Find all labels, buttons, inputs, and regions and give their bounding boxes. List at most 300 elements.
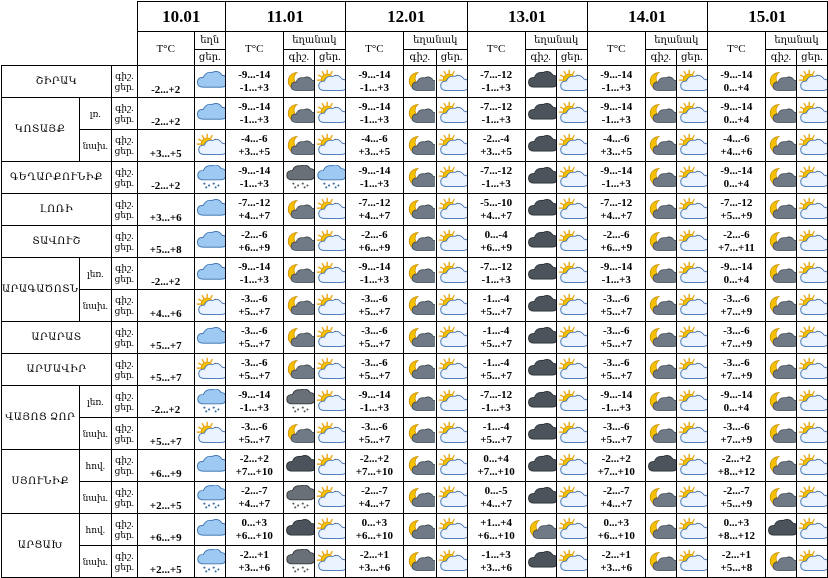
zone-label: նախ. [79,290,111,322]
temp-cell: -2...-4 +3...+5 [467,130,525,162]
temp-cell: -3...-6 +5...+7 [225,322,283,354]
temp-cell: -7...-12 -1...+3 [467,162,525,194]
night-weather-icon [403,258,436,290]
day-header: ցեր. [556,50,587,66]
day-weather-icon [676,258,707,290]
night-weather-icon [525,226,556,258]
period-labels: գիշ. ցեր. [111,354,137,386]
night-weather-icon [403,354,436,386]
night-weather-icon [403,482,436,514]
zone-label: նախ. [79,130,111,162]
night-weather-icon [283,546,314,578]
night-weather-icon [283,66,314,98]
weather-icon [194,450,225,482]
night-weather-icon [645,130,676,162]
temp-cell: +5...+7 [137,322,194,354]
day-weather-icon [556,258,587,290]
temp-header: T°C [137,32,194,66]
region-name: ՇԻՐԱԿ [2,66,112,98]
night-weather-icon [283,450,314,482]
temp-cell: -9...-14 -1...+3 [225,386,283,418]
day-weather-icon [556,514,587,546]
night-weather-icon [525,258,556,290]
period-labels: գիշ. ցեր. [111,226,137,258]
region-name: ԿՈՏԱՅՔ [2,98,80,162]
day-weather-icon [676,226,707,258]
night-weather-icon [283,386,314,418]
date-header: 11.01 [225,2,345,32]
night-weather-icon [765,290,796,322]
weather-icon [194,98,225,130]
date-header: 13.01 [467,2,587,32]
temp-cell: -3...-6 +5...+7 [345,290,403,322]
corner-cell [2,50,138,66]
day-weather-icon [556,386,587,418]
region-name: ԱՐՑԱԽ [2,514,80,578]
day-weather-icon [436,130,467,162]
temp-cell: +6...+9 [137,450,194,482]
night-weather-icon [765,482,796,514]
day-weather-icon [796,514,827,546]
temp-cell: -2...-7 +4...+7 [345,482,403,514]
period-labels: գիշ. ցեր. [111,322,137,354]
temp-cell: -9...-14 -1...+3 [345,162,403,194]
temp-cell: +2...+5 [137,546,194,578]
day-weather-icon [676,290,707,322]
day-weather-icon [314,354,345,386]
temp-cell: -9...-14 0...+4 [707,386,765,418]
night-weather-icon [403,514,436,546]
temp-cell: -9...-14 -1...+3 [587,162,645,194]
day-weather-icon [436,98,467,130]
day-weather-icon [676,546,707,578]
temp-cell: 0...-5 +4...+7 [467,482,525,514]
night-weather-icon [525,194,556,226]
temp-cell: -3...-6 +5...+7 [345,418,403,450]
night-weather-icon [525,386,556,418]
temp-header: T°C [587,32,645,66]
day-weather-icon [556,546,587,578]
weather-icon [194,514,225,546]
night-weather-icon [645,66,676,98]
day-weather-icon [796,450,827,482]
temp-cell: -7...-12 -1...+3 [467,258,525,290]
day-weather-icon [796,130,827,162]
temp-cell: -9...-14 0...+4 [707,258,765,290]
day-weather-icon [436,418,467,450]
night-weather-icon [645,258,676,290]
weather-icon [194,418,225,450]
zone-label: հով. [79,514,111,546]
date-header: 15.01 [707,2,827,32]
day-weather-icon [436,354,467,386]
temp-cell: -2...+2 [137,386,194,418]
day-weather-icon [796,66,827,98]
region-name: ՎԱՅՈՑ ՁՈՐ [2,386,80,450]
temp-cell: -2...+1 +5...+8 [707,546,765,578]
night-header: գիշ. [403,50,436,66]
night-weather-icon [525,162,556,194]
day-weather-icon [796,98,827,130]
night-weather-icon [283,514,314,546]
weather-icon [194,482,225,514]
temp-cell: -1...-4 +5...+7 [467,354,525,386]
temp-header: T°C [225,32,283,66]
zone-label: նախ. [79,418,111,450]
night-weather-icon [403,546,436,578]
date-header: 10.01 [137,2,225,32]
temp-cell: -4...-6 +3...+5 [225,130,283,162]
zone-label: լեռ. [79,258,111,290]
night-weather-icon [645,482,676,514]
temp-cell: +2...+5 [137,482,194,514]
temp-cell: -9...-14 -1...+3 [225,98,283,130]
day-weather-icon [796,386,827,418]
night-weather-icon [525,322,556,354]
night-weather-icon [765,98,796,130]
day-weather-icon [436,194,467,226]
temp-cell: -3...-6 +7...+9 [707,418,765,450]
temp-cell: -7...-12 +4...+7 [587,194,645,226]
night-weather-icon [525,130,556,162]
night-weather-icon [525,450,556,482]
temp-cell: +4...+6 [137,290,194,322]
temp-cell: -2...+2 [137,258,194,290]
night-weather-icon [283,194,314,226]
day-weather-icon [314,546,345,578]
day-weather-icon [676,386,707,418]
day-weather-icon [796,482,827,514]
night-weather-icon [283,258,314,290]
corner-cell [2,32,138,50]
period-labels: գիշ. ցեր. [111,546,137,578]
temp-cell: -3...-6 +5...+7 [345,322,403,354]
temp-cell: -7...-12 -1...+3 [467,98,525,130]
night-weather-icon [403,322,436,354]
temp-cell: -2...+2 [137,66,194,98]
night-weather-icon [645,386,676,418]
night-weather-icon [765,226,796,258]
temp-cell: -9...-14 -1...+3 [345,66,403,98]
weather-icon [194,194,225,226]
weather-header: եղանակ [765,32,827,50]
day-weather-icon [796,290,827,322]
night-weather-icon [645,290,676,322]
period-labels: գիշ. ցեր. [111,130,137,162]
period-labels: գիշ. ցեր. [111,290,137,322]
period-labels: գիշ. ցեր. [111,66,137,98]
temp-cell: -4...-6 +3...+5 [345,130,403,162]
temp-cell: 0...+3 +6...+10 [225,514,283,546]
day-weather-icon [556,226,587,258]
day-weather-icon [676,98,707,130]
night-weather-icon [645,322,676,354]
weather-icon [194,354,225,386]
night-weather-icon [525,514,556,546]
day-weather-icon [676,66,707,98]
day-weather-icon [436,514,467,546]
night-weather-icon [645,98,676,130]
day-weather-icon [314,162,345,194]
temp-cell: -2...-6 +6...+9 [225,226,283,258]
temp-cell: -7...-12 +5...+9 [707,194,765,226]
temp-cell: -2...+2 +7...+10 [345,450,403,482]
temp-header: T°C [707,32,765,66]
night-weather-icon [283,482,314,514]
temp-cell: -2...+1 +3...+6 [225,546,283,578]
temp-cell: -2...+1 +3...+6 [345,546,403,578]
day-weather-icon [314,98,345,130]
night-header: գիշ. [525,50,556,66]
day-weather-icon [676,130,707,162]
day-weather-icon [436,66,467,98]
temp-cell: -2...-7 +5...+9 [707,482,765,514]
temp-cell: -2...+1 +3...+6 [587,546,645,578]
date-header: 14.01 [587,2,707,32]
night-weather-icon [765,130,796,162]
period-labels: գիշ. ցեր. [111,514,137,546]
day-weather-icon [314,322,345,354]
night-weather-icon [403,450,436,482]
temp-cell: -3...-6 +5...+7 [225,418,283,450]
day-weather-icon [556,98,587,130]
temp-cell: -9...-14 0...+4 [707,162,765,194]
temp-cell: 0...+3 +6...+10 [587,514,645,546]
night-weather-icon [403,290,436,322]
temp-cell: -2...+2 +7...+10 [225,450,283,482]
temp-cell: -3...-6 +5...+7 [587,322,645,354]
temp-cell: -7...-12 -1...+3 [467,386,525,418]
day-weather-icon [314,290,345,322]
day-weather-icon [556,66,587,98]
day-header: ցեր. [436,50,467,66]
temp-cell: -3...-6 +7...+9 [707,322,765,354]
day-weather-icon [676,514,707,546]
day-weather-icon [314,418,345,450]
temp-cell: -2...+2 +8...+12 [707,450,765,482]
temp-cell: -1...-4 +5...+7 [467,418,525,450]
temp-cell: -2...-6 +6...+9 [345,226,403,258]
temp-cell: -9...-14 0...+4 [707,66,765,98]
day-weather-icon [556,450,587,482]
day-weather-icon [314,386,345,418]
night-weather-icon [645,194,676,226]
day-weather-icon [676,162,707,194]
night-weather-icon [645,514,676,546]
temp-header: T°C [467,32,525,66]
temp-cell: 0...+3 +6...+10 [345,514,403,546]
weather-header: եղանակ [525,32,587,50]
temp-cell: -5...-10 +4...+7 [467,194,525,226]
temp-cell: 0...-4 +6...+9 [467,226,525,258]
night-weather-icon [765,546,796,578]
day-weather-icon [676,418,707,450]
temp-cell: -2...+2 [137,98,194,130]
temp-cell: -2...-6 +6...+9 [587,226,645,258]
night-weather-icon [283,322,314,354]
night-weather-icon [525,418,556,450]
weather-header: եղանակ [283,32,345,50]
temp-cell: -3...-6 +5...+7 [587,418,645,450]
period-labels: գիշ. ցեր. [111,258,137,290]
temp-cell: -7...-12 +4...+7 [225,194,283,226]
day-weather-icon [314,194,345,226]
region-name: ԱՐԱԳԱԾՈՏՆ [2,258,80,322]
night-weather-icon [283,226,314,258]
night-weather-icon [765,194,796,226]
night-weather-icon [765,418,796,450]
temp-cell: -3...-6 +5...+7 [345,354,403,386]
night-weather-icon [403,98,436,130]
day-weather-icon [314,450,345,482]
temp-cell: -3...-6 +5...+7 [587,290,645,322]
temp-cell: +6...+9 [137,514,194,546]
night-weather-icon [525,66,556,98]
day-weather-icon [556,354,587,386]
weather-icon [194,130,225,162]
night-weather-icon [525,354,556,386]
day-weather-icon [556,482,587,514]
region-name: ԼՈՌԻ [2,194,112,226]
temp-cell: -9...-14 -1...+3 [587,258,645,290]
temp-header: T°C [345,32,403,66]
night-weather-icon [525,546,556,578]
day-weather-icon [556,322,587,354]
temp-cell: -9...-14 -1...+3 [225,258,283,290]
weather-icon [194,226,225,258]
temp-cell: -9...-14 -1...+3 [345,258,403,290]
weather-header: եղանակ [645,32,707,50]
period-labels: գիշ. ցեր. [111,194,137,226]
night-weather-icon [765,450,796,482]
period-labels: գիշ. ցեր. [111,386,137,418]
night-weather-icon [645,450,676,482]
night-weather-icon [525,290,556,322]
temp-cell: +5...+7 [137,418,194,450]
day-weather-icon [436,386,467,418]
weather-header: եղն [194,32,225,50]
weather-icon [194,290,225,322]
night-weather-icon [283,98,314,130]
day-weather-icon [436,258,467,290]
day-weather-icon [796,546,827,578]
temp-cell: -4...-6 +3...+5 [587,130,645,162]
corner-cell [2,2,138,32]
period-labels: գիշ. ցեր. [111,98,137,130]
period-labels: գիշ. ցեր. [111,450,137,482]
temp-cell: -9...-14 -1...+3 [587,98,645,130]
zone-label: լռ. [79,98,111,130]
day-weather-icon [796,418,827,450]
temp-cell: +3...+6 [137,194,194,226]
night-weather-icon [283,418,314,450]
night-weather-icon [403,130,436,162]
region-name: ՍՅՈՒՆԻՔ [2,450,80,514]
weather-icon [194,66,225,98]
zone-label: լեռ. [79,386,111,418]
temp-cell: -3...-6 +5...+7 [225,354,283,386]
weather-icon [194,546,225,578]
day-weather-icon [676,194,707,226]
zone-label: հով. [79,450,111,482]
night-header: գիշ. [765,50,796,66]
day-weather-icon [314,226,345,258]
region-name: ՏԱՎՈՒՇ [2,226,112,258]
day-weather-icon [796,226,827,258]
night-weather-icon [283,290,314,322]
day-weather-icon [436,546,467,578]
temp-cell: -9...-14 -1...+3 [345,386,403,418]
night-weather-icon [645,546,676,578]
day-header: ցեր. [194,50,225,66]
night-weather-icon [765,66,796,98]
day-weather-icon [436,450,467,482]
period-labels: գիշ. ցեր. [111,418,137,450]
day-weather-icon [556,162,587,194]
night-weather-icon [765,354,796,386]
night-weather-icon [283,162,314,194]
night-weather-icon [525,98,556,130]
night-weather-icon [403,66,436,98]
day-weather-icon [314,258,345,290]
weather-forecast-table [1,1,828,578]
temp-cell: -9...-14 -1...+3 [225,66,283,98]
weather-icon [194,386,225,418]
temp-cell: -3...-6 +7...+9 [707,354,765,386]
region-name: ԱՐԱՐԱՏ [2,322,112,354]
temp-cell: -7...-12 +4...+7 [345,194,403,226]
zone-label: նախ. [79,546,111,578]
temp-cell: +3...+5 [137,130,194,162]
night-weather-icon [765,258,796,290]
night-weather-icon [645,162,676,194]
temp-cell: -3...-6 +5...+7 [587,354,645,386]
day-weather-icon [314,130,345,162]
night-weather-icon [403,418,436,450]
night-weather-icon [645,418,676,450]
region-name: ԳԵՂԱՐՔՈՒՆԻՔ [2,162,112,194]
temp-cell: -4...-6 +4...+6 [707,130,765,162]
night-weather-icon [645,226,676,258]
day-weather-icon [796,162,827,194]
temp-cell: 0...+3 +8...+12 [707,514,765,546]
weather-header: եղանակ [403,32,467,50]
day-weather-icon [796,194,827,226]
temp-cell: -2...+2 [137,162,194,194]
day-weather-icon [314,66,345,98]
day-header: ցեր. [796,50,827,66]
zone-label: նախ. [79,482,111,514]
day-weather-icon [436,322,467,354]
day-weather-icon [556,194,587,226]
temp-cell: -1...-4 +5...+7 [467,322,525,354]
night-header: գիշ. [645,50,676,66]
night-weather-icon [765,514,796,546]
weather-icon [194,258,225,290]
day-weather-icon [556,418,587,450]
night-header: գիշ. [283,50,314,66]
temp-cell: +5...+8 [137,226,194,258]
day-weather-icon [676,450,707,482]
temp-cell: -9...-14 0...+4 [707,98,765,130]
day-weather-icon [314,514,345,546]
night-weather-icon [283,354,314,386]
day-header: ցեր. [314,50,345,66]
temp-cell: -2...-7 +4...+7 [225,482,283,514]
day-weather-icon [436,482,467,514]
day-header: ցեր. [676,50,707,66]
day-weather-icon [796,322,827,354]
